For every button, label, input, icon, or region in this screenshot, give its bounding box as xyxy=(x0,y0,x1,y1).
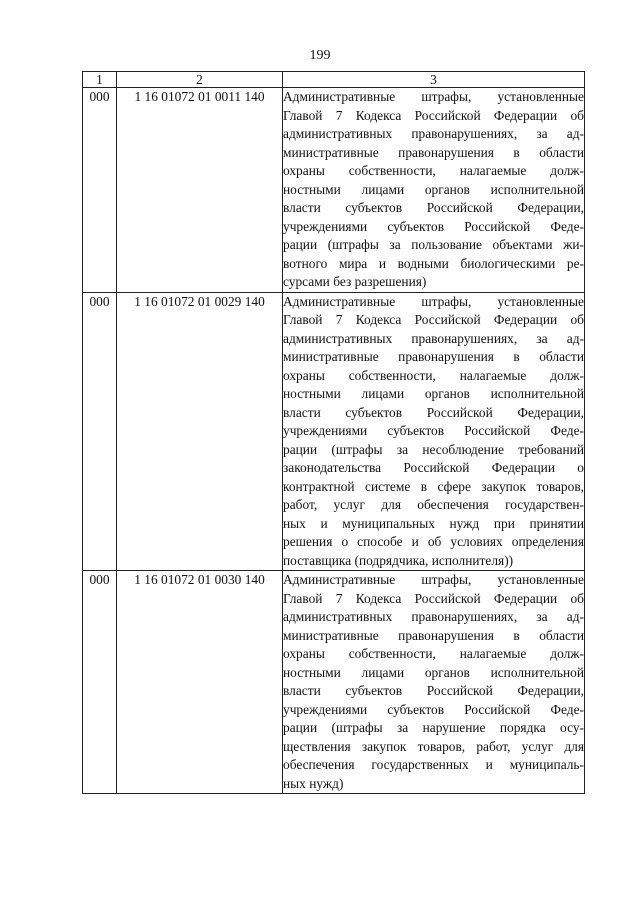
description-line: сурсами без разрешения) xyxy=(283,274,427,289)
description-line: ностными лицами органов исполнительной xyxy=(283,181,584,197)
description-line: рации (штрафы за несоблюдение требований xyxy=(283,441,584,457)
description-cell xyxy=(283,571,585,794)
page-number: 199 xyxy=(309,48,331,63)
description-line: министративные правонарушения в области xyxy=(283,349,584,364)
table-header-row xyxy=(83,72,585,88)
description-line: Административные штрафы, установленные xyxy=(283,572,584,587)
description-line: охраны собственности, налагаемые долж- xyxy=(283,367,584,383)
description-line: охраны собственности, налагаемые долж- xyxy=(283,163,584,178)
description-line: учреждениями субъектов Российской Феде- xyxy=(283,218,584,234)
description-line: Административные штрафы, установленные xyxy=(283,89,584,104)
description-line: административных правонарушениях, за ад- xyxy=(283,126,584,141)
column-header-1: 1 xyxy=(83,72,117,88)
description-line: власти субъектов Российской Федерации, xyxy=(283,683,584,698)
description-line: законодательства Российской Федерации о xyxy=(283,460,584,475)
description-line: ностными лицами органов исполнительной xyxy=(283,664,584,680)
table-row xyxy=(83,292,585,571)
description-line: Главой 7 Кодекса Российской Федерации об xyxy=(283,107,584,123)
description-line: охраны собственности, налагаемые долж- xyxy=(283,646,584,661)
description-line: ных нужд) xyxy=(283,775,344,791)
description-line: власти субъектов Российской Федерации, xyxy=(283,200,584,215)
description-line: решения о способе и об условиях определения xyxy=(283,534,584,549)
description-line: поставщика (подрядчика, исполнителя)) xyxy=(283,552,514,568)
description-line: обеспечения государственных и муниципаль- xyxy=(283,757,584,772)
description-line: ных и муниципальных нужд при принятии xyxy=(283,515,584,531)
budget-code-cell: 1 16 01072 01 0030 140 xyxy=(117,571,283,794)
admin-code-cell: 000 xyxy=(83,88,117,293)
description-line: ностными лицами органов исполнительной xyxy=(283,386,584,401)
description-cell xyxy=(283,292,585,571)
admin-code-cell: 000 xyxy=(83,571,117,794)
table-row xyxy=(83,571,585,794)
description-line: вотного мира и водными биологическими ре- xyxy=(283,255,584,271)
description-line: власти субъектов Российской Федерации, xyxy=(283,404,584,420)
description-line: министративные правонарушения в области xyxy=(283,144,584,160)
description-line: учреждениями субъектов Российской Феде- xyxy=(283,423,584,438)
description-line: рации (штрафы за пользование объектами жи- xyxy=(283,237,584,252)
description-line: административных правонарушениях, за ад- xyxy=(283,330,584,346)
budget-codes-table xyxy=(82,71,585,794)
description-cell xyxy=(283,88,585,293)
description-line: рации (штрафы за нарушение порядка осу- xyxy=(283,720,584,735)
column-header-2: 2 xyxy=(117,72,283,88)
description-line: Административные штрафы, установленные xyxy=(283,293,584,309)
description-line: министративные правонарушения в области xyxy=(283,627,584,643)
description-line: Главой 7 Кодекса Российской Федерации об xyxy=(283,590,584,606)
description-line: Главой 7 Кодекса Российской Федерации об xyxy=(283,312,584,327)
description-line: работ, услуг для обеспечения государствен- xyxy=(283,497,584,512)
description-line: контрактной системе в сфере закупок товаров, xyxy=(283,478,584,494)
table-row xyxy=(83,88,585,293)
description-line: административных правонарушениях, за ад- xyxy=(283,609,584,624)
admin-code-cell: 000 xyxy=(83,292,117,571)
description-line: ществления закупок товаров, работ, услуг для xyxy=(283,738,584,754)
budget-code-cell: 1 16 01072 01 0011 140 xyxy=(117,88,283,293)
description-line: учреждениями субъектов Российской Феде- xyxy=(283,701,584,717)
budget-code-cell: 1 16 01072 01 0029 140 xyxy=(117,292,283,571)
column-header-3: 3 xyxy=(283,72,585,88)
